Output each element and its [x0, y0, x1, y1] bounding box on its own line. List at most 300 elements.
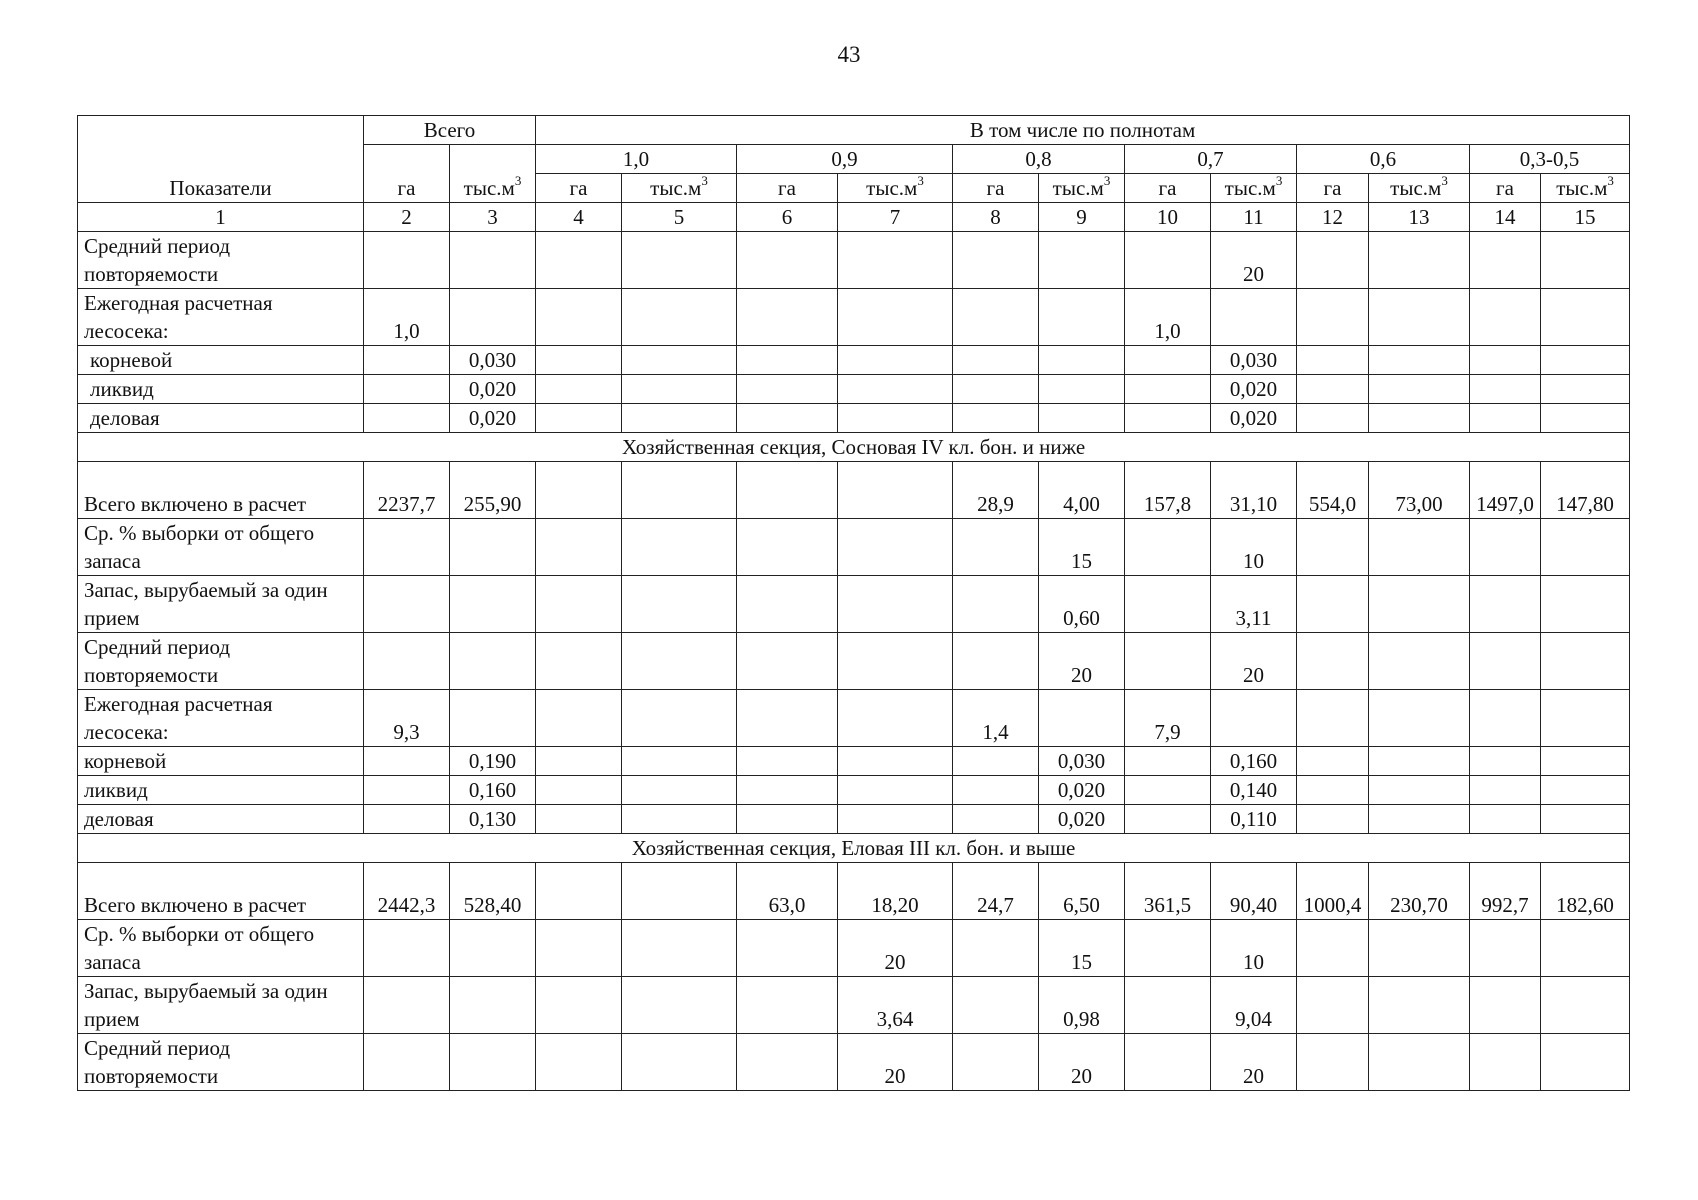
table-cell	[953, 920, 1039, 977]
table-cell	[838, 690, 953, 747]
section-title: Хозяйственная секция, Еловая III кл. бон. и выше	[78, 834, 1630, 863]
table-cell: 361,5	[1125, 863, 1211, 920]
table-cell	[1541, 690, 1630, 747]
table-cell: 0,130	[450, 805, 536, 834]
table-cell	[737, 1034, 838, 1091]
unit-volume: $тыс.м^3$	[1211, 174, 1297, 203]
table-cell: 7,9	[1125, 690, 1211, 747]
table-cell	[622, 519, 737, 576]
table-cell	[1541, 633, 1630, 690]
table-cell	[622, 346, 737, 375]
table-cell	[1541, 576, 1630, 633]
table-cell: 2237,7	[364, 462, 450, 519]
column-number: 4	[536, 203, 622, 232]
density-header: 0,8	[953, 145, 1125, 174]
table-cell	[838, 375, 953, 404]
table-cell	[450, 232, 536, 289]
table-cell	[622, 404, 737, 433]
table-cell	[1125, 920, 1211, 977]
table-cell	[450, 920, 536, 977]
unit-volume: $тыс.м^3$	[1039, 174, 1125, 203]
table-cell	[1125, 633, 1211, 690]
table-cell	[622, 863, 737, 920]
table-cell	[737, 346, 838, 375]
table-cell: 157,8	[1125, 462, 1211, 519]
table-cell	[838, 576, 953, 633]
table-cell	[364, 576, 450, 633]
table-cell	[1297, 289, 1369, 346]
table-cell	[1369, 633, 1470, 690]
table-cell	[1039, 346, 1125, 375]
table-row	[78, 404, 1630, 433]
table-cell	[450, 690, 536, 747]
table-cell	[953, 232, 1039, 289]
table-cell	[1369, 346, 1470, 375]
column-number: 1	[78, 203, 364, 232]
table-cell	[1125, 805, 1211, 834]
table-cell: 0,190	[450, 747, 536, 776]
table-row	[78, 633, 1630, 690]
table-cell	[1211, 690, 1297, 747]
density-header: 0,9	[737, 145, 953, 174]
table-cell: 18,20	[838, 863, 953, 920]
table-cell	[1039, 690, 1125, 747]
table-cell: 9,04	[1211, 977, 1297, 1034]
column-number: 9	[1039, 203, 1125, 232]
table-cell	[953, 404, 1039, 433]
table-cell	[450, 576, 536, 633]
row-label: ликвид	[78, 375, 364, 404]
table-body	[78, 232, 1630, 1091]
table-cell	[953, 1034, 1039, 1091]
table-row	[78, 519, 1630, 576]
table-cell: 31,10	[1211, 462, 1297, 519]
table-cell: 0,98	[1039, 977, 1125, 1034]
table-cell	[364, 1034, 450, 1091]
table-cell	[1125, 977, 1211, 1034]
table-cell	[838, 805, 953, 834]
table-cell	[1541, 404, 1630, 433]
header-total-ha: га	[364, 145, 450, 203]
table-cell	[1297, 346, 1369, 375]
header-indicator: Показатели	[78, 116, 364, 203]
table-cell	[1369, 519, 1470, 576]
table-cell	[737, 920, 838, 977]
table-cell	[622, 232, 737, 289]
table-cell	[737, 289, 838, 346]
row-label: Ср. % выборки от общего запаса	[78, 920, 364, 977]
table-cell	[1541, 346, 1630, 375]
table-cell	[838, 404, 953, 433]
table-cell	[536, 346, 622, 375]
table-cell	[953, 576, 1039, 633]
density-header: 1,0	[536, 145, 737, 174]
table-cell: 20	[1039, 1034, 1125, 1091]
table-cell: 24,7	[953, 863, 1039, 920]
row-label: Запас, вырубаемый за один прием	[78, 576, 364, 633]
row-label: Ежегодная расчетная лесосека:	[78, 289, 364, 346]
table-cell	[1369, 232, 1470, 289]
table-row	[78, 375, 1630, 404]
table-cell: 15	[1039, 920, 1125, 977]
column-number: 6	[737, 203, 838, 232]
table-cell	[622, 289, 737, 346]
table-cell	[953, 519, 1039, 576]
table-cell	[1125, 346, 1211, 375]
table-cell: 1,0	[1125, 289, 1211, 346]
column-number: 13	[1369, 203, 1470, 232]
table-row	[78, 805, 1630, 834]
table-row	[78, 346, 1630, 375]
table-cell	[1470, 747, 1541, 776]
table-cell	[1211, 289, 1297, 346]
table-cell: 20	[1039, 633, 1125, 690]
table-cell	[1297, 633, 1369, 690]
table-cell	[1541, 289, 1630, 346]
table-cell	[1125, 232, 1211, 289]
table-cell	[364, 977, 450, 1034]
table-cell	[364, 747, 450, 776]
table-row	[78, 289, 1630, 346]
table-row	[78, 690, 1630, 747]
table-cell: 0,020	[1211, 375, 1297, 404]
table-cell	[536, 519, 622, 576]
table-cell	[737, 232, 838, 289]
table-cell	[838, 519, 953, 576]
table-cell	[838, 462, 953, 519]
table-cell: 20	[838, 920, 953, 977]
row-label: Ежегодная расчетная лесосека:	[78, 690, 364, 747]
row-label: Ср. % выборки от общего запаса	[78, 519, 364, 576]
table-cell	[622, 690, 737, 747]
table-cell	[1297, 1034, 1369, 1091]
row-label: Средний период повторяемости	[78, 232, 364, 289]
table-cell	[1470, 346, 1541, 375]
page-number: 43	[837, 42, 861, 67]
table-cell	[1297, 776, 1369, 805]
table-cell: 2442,3	[364, 863, 450, 920]
unit-ha: га	[1470, 174, 1541, 203]
table-cell	[1470, 289, 1541, 346]
table-cell	[838, 346, 953, 375]
table-cell	[450, 289, 536, 346]
column-number: 12	[1297, 203, 1369, 232]
table-row	[78, 232, 1630, 289]
table-cell	[450, 519, 536, 576]
row-label: корневой	[78, 747, 364, 776]
table-cell: 10	[1211, 519, 1297, 576]
table-cell: 20	[1211, 633, 1297, 690]
table-cell	[838, 289, 953, 346]
table-cell	[1541, 519, 1630, 576]
table-cell	[622, 1034, 737, 1091]
table-cell	[622, 375, 737, 404]
column-number: 7	[838, 203, 953, 232]
table-cell: 528,40	[450, 863, 536, 920]
header-by-density: В том числе по полнотам	[536, 116, 1630, 145]
table-cell	[1039, 289, 1125, 346]
table-cell	[622, 805, 737, 834]
table-cell: 20	[838, 1034, 953, 1091]
table-cell: 1,4	[953, 690, 1039, 747]
table-cell	[536, 747, 622, 776]
column-number: 15	[1541, 203, 1630, 232]
table-cell	[953, 977, 1039, 1034]
table-cell	[1369, 576, 1470, 633]
table-cell: 63,0	[737, 863, 838, 920]
table-cell	[1541, 805, 1630, 834]
column-number: 10	[1125, 203, 1211, 232]
table-cell	[1470, 404, 1541, 433]
table-cell	[838, 633, 953, 690]
table-cell	[1369, 805, 1470, 834]
table-cell	[364, 232, 450, 289]
table-cell	[737, 747, 838, 776]
table-cell	[737, 690, 838, 747]
table-cell	[1470, 776, 1541, 805]
table-cell	[1541, 375, 1630, 404]
table-row	[78, 920, 1630, 977]
table-cell	[450, 1034, 536, 1091]
row-label: деловая	[78, 805, 364, 834]
table-cell: 28,9	[953, 462, 1039, 519]
table-cell	[364, 404, 450, 433]
table-cell: 20	[1211, 1034, 1297, 1091]
table-cell: 73,00	[1369, 462, 1470, 519]
table-cell	[1039, 404, 1125, 433]
table-cell	[1470, 633, 1541, 690]
table-cell	[1369, 375, 1470, 404]
table-cell: 1,0	[364, 289, 450, 346]
header-total-vol: $тыс.м^3$	[450, 145, 536, 203]
table-row	[78, 1034, 1630, 1091]
column-number: 5	[622, 203, 737, 232]
table-cell	[1297, 977, 1369, 1034]
header-total: Всего	[364, 116, 536, 145]
table-cell	[838, 232, 953, 289]
unit-ha: га	[536, 174, 622, 203]
table-cell	[1297, 690, 1369, 747]
table-cell	[1470, 232, 1541, 289]
table-cell	[364, 920, 450, 977]
table-cell: 4,00	[1039, 462, 1125, 519]
row-label: Всего включено в расчет	[78, 863, 364, 920]
column-number: 2	[364, 203, 450, 232]
table-cell	[953, 747, 1039, 776]
table-cell: 0,030	[1039, 747, 1125, 776]
table-cell	[622, 920, 737, 977]
table-cell	[953, 776, 1039, 805]
table-cell	[1125, 1034, 1211, 1091]
table-cell	[1297, 576, 1369, 633]
table-cell: 10	[1211, 920, 1297, 977]
table-cell	[838, 747, 953, 776]
table-cell	[364, 776, 450, 805]
column-number: 11	[1211, 203, 1297, 232]
table-cell: 1000,4	[1297, 863, 1369, 920]
row-label: ликвид	[78, 776, 364, 805]
table-cell: 6,50	[1039, 863, 1125, 920]
section-title: Хозяйственная секция, Сосновая IV кл. бон. и ниже	[78, 433, 1630, 462]
table-cell	[1125, 747, 1211, 776]
table-cell: 0,60	[1039, 576, 1125, 633]
table-cell: 255,90	[450, 462, 536, 519]
table-cell	[953, 375, 1039, 404]
table-cell	[737, 805, 838, 834]
row-label: Всего включено в расчет	[78, 462, 364, 519]
table-cell	[1470, 920, 1541, 977]
table-cell	[536, 690, 622, 747]
table-cell: 147,80	[1541, 462, 1630, 519]
table-cell	[622, 747, 737, 776]
table-cell	[1369, 404, 1470, 433]
table-cell	[536, 1034, 622, 1091]
table-cell	[536, 404, 622, 433]
table-row	[78, 977, 1630, 1034]
table-cell	[1470, 375, 1541, 404]
unit-volume: $тыс.м^3$	[838, 174, 953, 203]
table-cell	[536, 576, 622, 633]
table-row	[78, 863, 1630, 920]
table-cell	[536, 977, 622, 1034]
table-cell	[953, 633, 1039, 690]
table-cell	[622, 776, 737, 805]
column-number: 14	[1470, 203, 1541, 232]
row-label: Средний период повторяемости	[78, 633, 364, 690]
table-cell	[364, 633, 450, 690]
table-cell: 9,3	[364, 690, 450, 747]
table-cell	[1039, 232, 1125, 289]
table-cell	[1470, 805, 1541, 834]
table-cell: 0,160	[1211, 747, 1297, 776]
row-label: Запас, вырубаемый за один прием	[78, 977, 364, 1034]
column-number-row	[78, 203, 1630, 232]
table-cell	[1470, 576, 1541, 633]
table-cell	[1369, 776, 1470, 805]
table-row	[78, 747, 1630, 776]
column-number: 3	[450, 203, 536, 232]
table-cell: 992,7	[1470, 863, 1541, 920]
table-cell	[1541, 920, 1630, 977]
table-cell	[737, 576, 838, 633]
table-cell	[953, 805, 1039, 834]
density-header: 0,6	[1297, 145, 1470, 174]
row-label: деловая	[78, 404, 364, 433]
table-cell	[838, 776, 953, 805]
table-cell	[1470, 690, 1541, 747]
table-cell	[737, 404, 838, 433]
table-cell: 90,40	[1211, 863, 1297, 920]
table-cell	[1125, 375, 1211, 404]
unit-ha: га	[1125, 174, 1211, 203]
table-cell	[1470, 977, 1541, 1034]
table-cell	[364, 519, 450, 576]
table-cell: 230,70	[1369, 863, 1470, 920]
table-cell	[622, 462, 737, 519]
table-cell: 3,64	[838, 977, 953, 1034]
table-cell: 0,020	[1211, 404, 1297, 433]
table-cell	[953, 289, 1039, 346]
table-cell: 3,11	[1211, 576, 1297, 633]
table-cell: 0,160	[450, 776, 536, 805]
table-cell: 182,60	[1541, 863, 1630, 920]
column-number: 8	[953, 203, 1039, 232]
table-cell	[1369, 747, 1470, 776]
table-cell: 0,110	[1211, 805, 1297, 834]
table-cell: 0,030	[450, 346, 536, 375]
section-row	[78, 433, 1630, 462]
table-cell	[1470, 519, 1541, 576]
table-cell	[1369, 977, 1470, 1034]
table-cell	[737, 375, 838, 404]
table-cell	[536, 805, 622, 834]
table-cell	[953, 346, 1039, 375]
table-cell	[536, 776, 622, 805]
density-header: 0,7	[1125, 145, 1297, 174]
table-cell	[1125, 576, 1211, 633]
row-label: корневой	[78, 346, 364, 375]
table-cell	[364, 375, 450, 404]
table-cell: 554,0	[1297, 462, 1369, 519]
table-cell: 0,030	[1211, 346, 1297, 375]
table-cell	[1369, 920, 1470, 977]
table-cell	[536, 375, 622, 404]
table-cell	[536, 232, 622, 289]
density-header: 0,3-0,5	[1470, 145, 1630, 174]
table-cell	[737, 462, 838, 519]
table-cell	[1297, 375, 1369, 404]
table-cell	[737, 776, 838, 805]
unit-volume: $тыс.м^3$	[622, 174, 737, 203]
table-cell	[536, 462, 622, 519]
table-cell	[1470, 1034, 1541, 1091]
unit-ha: га	[953, 174, 1039, 203]
table-cell	[536, 920, 622, 977]
table-cell	[622, 633, 737, 690]
section-row	[78, 834, 1630, 863]
table-cell	[1039, 375, 1125, 404]
table-cell	[1541, 1034, 1630, 1091]
table-cell	[622, 576, 737, 633]
table-cell	[1369, 1034, 1470, 1091]
table-cell	[1297, 519, 1369, 576]
row-label: Средний период повторяемости	[78, 1034, 364, 1091]
table-cell: 0,020	[450, 404, 536, 433]
table-cell	[1297, 805, 1369, 834]
table-cell: 0,020	[1039, 776, 1125, 805]
table-cell	[536, 863, 622, 920]
table-cell	[737, 633, 838, 690]
unit-volume: $тыс.м^3$	[1369, 174, 1470, 203]
table-cell: 1497,0	[1470, 462, 1541, 519]
table-row	[78, 462, 1630, 519]
table-cell: 0,020	[1039, 805, 1125, 834]
table-cell	[1297, 232, 1369, 289]
table-row	[78, 776, 1630, 805]
table-cell	[622, 977, 737, 1034]
table-row	[78, 576, 1630, 633]
table-cell	[1125, 519, 1211, 576]
table-cell	[1541, 977, 1630, 1034]
table-cell: 20	[1211, 232, 1297, 289]
table-cell	[737, 519, 838, 576]
unit-ha: га	[1297, 174, 1369, 203]
table-cell	[1297, 404, 1369, 433]
table-cell	[1369, 289, 1470, 346]
table-cell: 15	[1039, 519, 1125, 576]
table-cell	[1125, 776, 1211, 805]
table-cell	[364, 805, 450, 834]
